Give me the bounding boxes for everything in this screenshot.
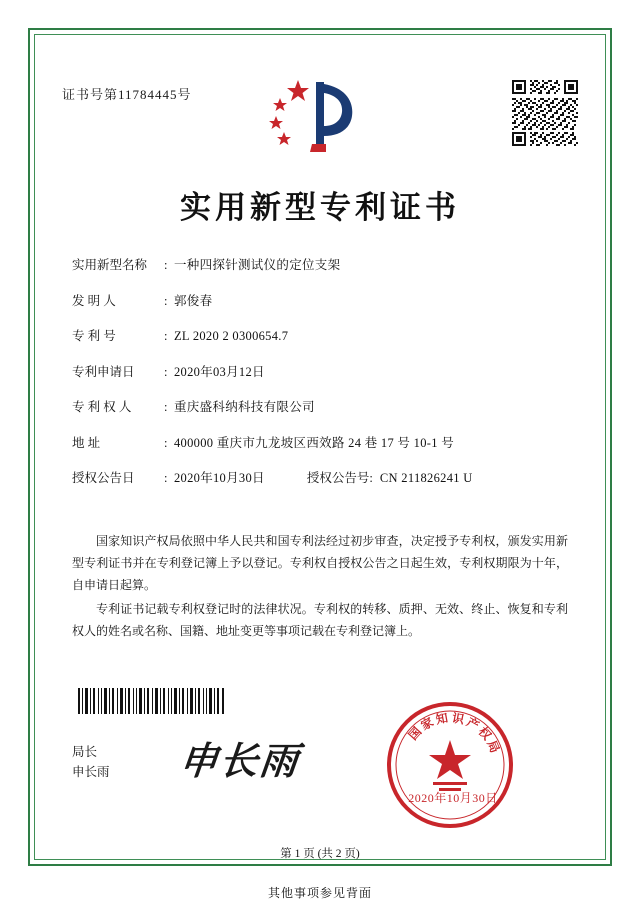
legal-paragraph-2: 专利证书记载专利权登记时的法律状况。专利权的转移、质押、无效、终止、恢复和专利权人的姓名或名称、国籍、地址变更等事项记载在专利登记簿上。 <box>72 602 568 638</box>
footer-note: 其他事项参见背面 <box>267 886 372 900</box>
corner-ornament-top-right <box>590 34 606 50</box>
field-colon: : <box>164 258 168 272</box>
field-row-inventor <box>72 291 572 309</box>
field-colon: : <box>164 400 168 414</box>
legal-paragraph-1: 国家知识产权局依照中华人民共和国专利法经过初步审查，决定授予专利权，颁发实用新型专利证书并在专利登记簿上予以登记。专利权自授权公告之日起生效，专利权期限为十年，自申请日起算。 <box>72 534 568 592</box>
field-row-name <box>72 255 572 273</box>
field-row-patentee <box>72 397 572 415</box>
field-label-grant-no: 授权公告号: <box>306 471 373 485</box>
handwritten-signature: 申长雨 <box>177 738 303 783</box>
field-value-application-date: 2020年03月12日 <box>174 364 265 379</box>
signature-title: 局长 <box>72 745 98 759</box>
field-colon: : <box>164 471 168 485</box>
field-value-grant-date: 2020年10月30日 <box>174 471 265 485</box>
page-number: 第 1 页 (共 2 页) <box>280 848 360 860</box>
field-value-name: 一种四探针测试仪的定位支架 <box>174 258 341 272</box>
field-colon: : <box>164 435 168 450</box>
field-label-grant-date: 授权公告日 <box>72 471 135 485</box>
field-colon: : <box>164 364 168 379</box>
svg-text:权: 权 <box>475 724 495 743</box>
field-label-address: 地 址 <box>72 435 101 450</box>
field-row-patent-no <box>72 326 572 344</box>
signature-name: 申长雨 <box>72 765 110 779</box>
field-value-grant-no: CN 211826241 U <box>379 471 473 485</box>
signature-label <box>72 742 110 782</box>
page-title: 实用新型专利证书 <box>180 190 460 225</box>
field-value-inventor: 郭俊春 <box>174 293 213 308</box>
legal-text <box>72 530 568 644</box>
field-colon: : <box>164 329 168 343</box>
seal-date: 2020年10月30日 <box>408 791 498 805</box>
certificate-number: 证书号第11784445号 <box>62 87 192 102</box>
svg-text:产: 产 <box>464 714 482 733</box>
field-list <box>72 255 572 504</box>
svg-text:局: 局 <box>484 738 503 755</box>
field-value-address: 400000 重庆市九龙坡区西效路 24 巷 17 号 10-1 号 <box>174 435 454 450</box>
field-row-application-date <box>72 362 572 380</box>
svg-text:家: 家 <box>418 714 436 733</box>
field-value-patentee: 重庆盛科纳科技有限公司 <box>174 400 315 414</box>
corner-ornament-top-left <box>34 34 50 50</box>
field-row-grant <box>72 468 572 486</box>
qr-code-icon <box>512 80 578 146</box>
field-label-application-date: 专利申请日 <box>72 364 135 379</box>
field-label-inventor: 发 明 人 <box>72 293 116 308</box>
official-red-seal-icon <box>385 700 515 830</box>
svg-text:国: 国 <box>405 724 425 743</box>
field-label-patentee: 专 利 权 人 <box>72 400 132 414</box>
field-label-patent-no: 专 利 号 <box>72 329 116 343</box>
barcode-icon <box>78 688 226 714</box>
field-colon: : <box>164 293 168 308</box>
field-row-address <box>72 433 572 451</box>
svg-text:知: 知 <box>434 710 449 727</box>
patent-logo-icon <box>268 76 368 156</box>
svg-text:识: 识 <box>451 710 466 727</box>
field-label-name: 实用新型名称 <box>72 258 148 272</box>
grant-number-group <box>307 468 473 486</box>
field-value-patent-no: ZL 2020 2 0300654.7 <box>174 329 289 343</box>
